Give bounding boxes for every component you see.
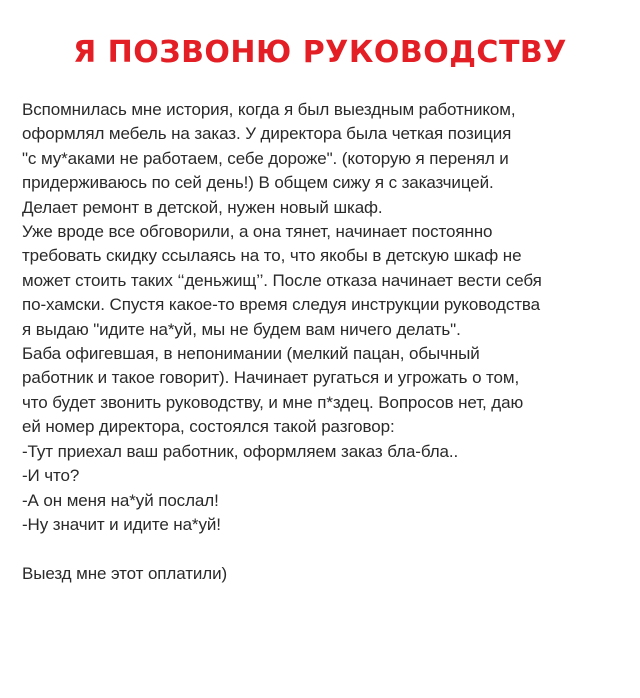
closing-line: Выезд мне этот оплатили) <box>22 563 228 583</box>
story-line: Делает ремонт в детской, нужен новый шкаф. <box>22 197 383 217</box>
story-line: Уже вроде все обговорили, а она тянет, начинает постоянно <box>22 222 493 242</box>
story-line: Баба офигевшая, в непонимании (мелкий пацан, обычный <box>22 344 480 364</box>
story-title: Я ПОЗВОНЮ РУКОВОДСТВУ <box>73 35 567 70</box>
story-line: Вспомнилась мне история, когда я был выездным работником, <box>22 100 516 119</box>
story-body <box>22 98 622 586</box>
dialogue-line: -И что? <box>22 466 80 486</box>
story-line: ей номер директора, состоялся такой разговор: <box>22 417 395 437</box>
story-line: по-хамски. Спустя какое-то время следуя инструкции руководства <box>22 295 541 315</box>
dialogue-line: -А он меня на*уй послал! <box>22 490 219 510</box>
story-line: оформлял мебель на заказ. У директора была четкая позиция <box>22 124 512 144</box>
paragraph-gap <box>22 537 622 561</box>
story-line: придерживаюсь по сей день!) В общем сижу я с заказчицей. <box>22 173 494 193</box>
story-line: работник и такое говорит). Начинает ругаться и угрожать о том, <box>22 368 520 388</box>
dialogue-line: -Тут приехал ваш работник, оформляем заказ бла-бла.. <box>22 441 459 461</box>
dialogue-line: -Ну значит и идите на*уй! <box>22 514 221 534</box>
story-line: что будет звонить руководству, и мне п*здец. Вопросов нет, даю <box>22 392 524 412</box>
story-line: может стоить таких ‘‘деньжищ’’. После отказа начинает вести себя <box>22 270 542 290</box>
story-line: "с му*аками не работаем, себе дороже". (которую я перенял и <box>22 148 509 168</box>
story-line: требовать скидку ссылаясь на то, что якобы в детскую шкаф не <box>22 246 522 266</box>
story-line: я выдаю "идите на*уй, мы не будем вам ничего делать". <box>22 319 461 339</box>
